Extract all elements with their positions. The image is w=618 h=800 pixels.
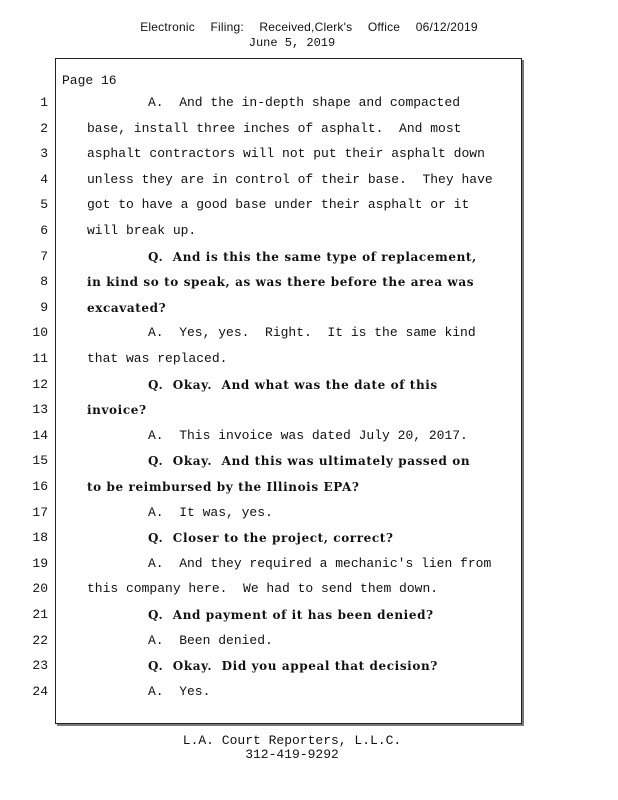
transcript-line <box>0 656 560 676</box>
reporter-phone: 312-419-9292 <box>245 747 339 762</box>
line-text: base, install three inches of asphalt. And most <box>87 120 462 136</box>
line-text: A. And they required a mechanic's lien from <box>148 555 492 571</box>
line-number: 13 <box>32 402 48 418</box>
transcript-line <box>0 400 560 420</box>
transcript-line <box>0 323 560 343</box>
line-number: 14 <box>32 427 48 443</box>
filing-word: Filing: <box>210 20 244 34</box>
transcript-line <box>0 605 560 625</box>
filing-electronic: Electronic <box>140 20 195 34</box>
line-text: Q. And is this the same type of replacement, <box>148 249 477 264</box>
transcript-line <box>0 298 560 318</box>
transcript-line <box>0 119 560 139</box>
line-number: 8 <box>40 274 48 290</box>
line-text: Q. Okay. And this was ultimately passed on <box>148 454 471 469</box>
line-number: 1 <box>40 95 48 110</box>
line-number: 22 <box>32 632 48 648</box>
line-number: 4 <box>40 171 48 187</box>
line-number: 24 <box>32 683 48 699</box>
transcript-line <box>0 272 560 292</box>
line-number: 18 <box>32 530 48 546</box>
transcript-line <box>0 579 560 599</box>
line-text: that was replaced. <box>87 351 228 366</box>
transcript-line <box>0 451 560 471</box>
line-text: Q. And payment of it has been denied? <box>148 608 434 622</box>
transcript-line <box>0 93 560 113</box>
transcript-line <box>0 477 560 497</box>
filing-stamp <box>0 20 618 34</box>
line-number: 17 <box>32 504 48 520</box>
line-number: 3 <box>40 146 48 162</box>
line-number: 7 <box>40 248 48 264</box>
line-number: 23 <box>32 658 48 674</box>
line-text: invoice? <box>87 403 147 418</box>
line-text: will break up. <box>87 223 197 238</box>
line-number: 20 <box>32 581 48 597</box>
line-text: A. It was, yes. <box>148 504 273 520</box>
line-text: this company here. We had to send them down. <box>87 581 439 597</box>
filing-received: Received,Clerk's <box>259 20 353 34</box>
transcript-line <box>0 144 560 164</box>
line-text: in kind so to speak, as was there before the area was <box>87 275 475 290</box>
line-number: 12 <box>32 376 48 392</box>
transcript-line <box>0 195 560 215</box>
line-number: 10 <box>32 325 48 341</box>
transcript-line <box>0 554 560 574</box>
transcript-line <box>0 247 560 267</box>
line-text: Q. Okay. Did you appeal that decision? <box>148 659 438 674</box>
line-text: got to have a good base under their asphalt or it <box>87 197 470 213</box>
line-text: excavated? <box>87 300 167 315</box>
line-number: 15 <box>32 453 48 469</box>
line-text: A. And the in-depth shape and compacted <box>148 95 461 110</box>
filing-date: 06/12/2019 <box>415 20 478 34</box>
transcript-line <box>0 682 560 702</box>
transcript-line <box>0 528 560 548</box>
page-label: Page 16 <box>62 73 117 88</box>
line-number: 16 <box>32 479 48 494</box>
reporter-name: L.A. Court Reporters, L.L.C. <box>182 733 402 748</box>
line-number: 6 <box>40 223 48 238</box>
line-number: 5 <box>40 197 48 213</box>
line-text: A. Yes, yes. Right. It is the same kind <box>148 325 476 341</box>
line-number: 11 <box>32 351 48 366</box>
line-text: Q. Closer to the project, correct? <box>148 531 394 546</box>
line-text: unless they are in control of their base. They have <box>87 171 493 187</box>
line-number: 2 <box>40 120 48 136</box>
transcript-line <box>0 170 560 190</box>
line-text: A. This invoice was dated July 20, 2017. <box>148 427 468 443</box>
deposition-date: June 5, 2019 <box>248 36 336 50</box>
transcript-line <box>0 221 560 241</box>
line-number: 9 <box>40 299 48 315</box>
line-number: 19 <box>32 555 48 571</box>
line-text: Q. Okay. And what was the date of this <box>148 377 438 392</box>
transcript-line <box>0 375 560 395</box>
filing-office: Office <box>367 20 401 34</box>
line-text: asphalt contractors will not put their asphalt down <box>87 146 485 162</box>
line-text: A. Been denied. <box>148 632 273 648</box>
line-text: to be reimbursed by the Illinois EPA? <box>87 480 360 494</box>
line-text: A. Yes. <box>148 683 211 699</box>
transcript-line <box>0 503 560 523</box>
transcript-line <box>0 349 560 369</box>
transcript-line <box>0 631 560 651</box>
transcript-line <box>0 426 560 446</box>
line-number: 21 <box>32 607 48 622</box>
